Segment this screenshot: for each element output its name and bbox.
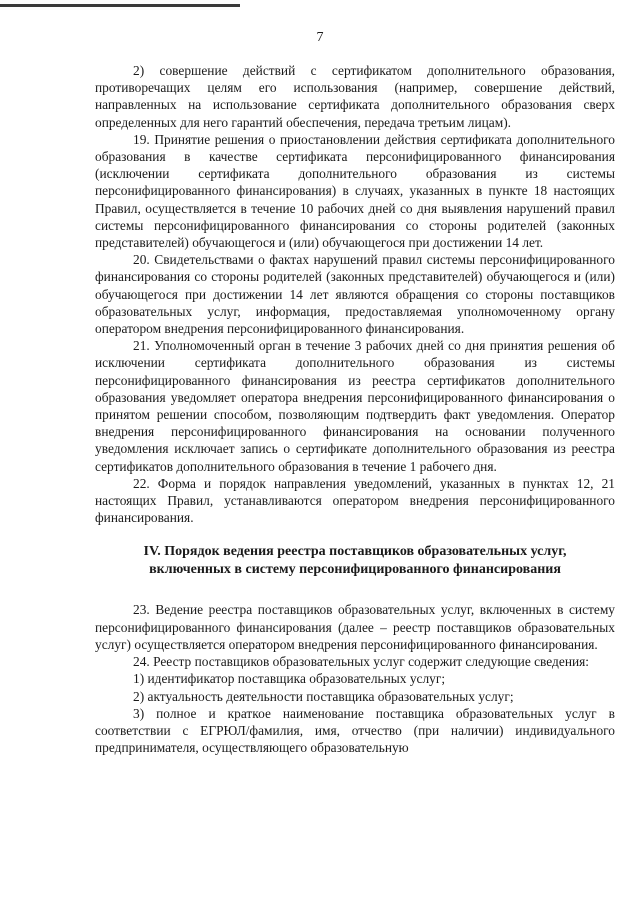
paragraph-24: 24. Реестр поставщиков образовательных услуг содержит следующие сведения:: [133, 654, 590, 670]
document-body: [95, 62, 615, 756]
section-heading: [95, 543, 615, 579]
paragraph-21: 21. Уполномоченный орган в течение 3 рабочих дней со дня принятия решения об исключении сертификата дополнительного образования из системы персонифицированного финансирования из реестра сертификатов дополнительного образования уведомляет оператора внедрения персонифицированного финансирования о принятом решении способом, позволяющим подтвердить факт уведомления. Оператор внедрения персонифицированного финансирования на основании полученного уведомления исключает запись о сертификате дополнительного образования из реестра сертификатов дополнительного образования в течение 1 рабочего дня.: [95, 338, 615, 474]
top-border-line: [0, 4, 240, 7]
paragraph-item-2: 2) совершение действий с сертификатом дополнительного образования, противоречащих целям его использования (например, совершение действий, направленных на использование сертификата дополнительного образования сверх определенных для него гарантий обеспечения, передача третьим лицам).: [95, 63, 615, 130]
paragraph-23: 23. Ведение реестра поставщиков образовательных услуг, включенных в систему персонифицированного финансирования (далее – реестр поставщиков образовательных услуг) осуществляется оператором внедрения персонифицированного финансирования.: [95, 602, 615, 652]
paragraph-19: 19. Принятие решения о приостановлении действия сертификата дополнительного образования в качестве сертификата персонифицированного финансирования (исключении сертификата дополнительного образования из системы персонифицированного финансирования) в случаях, указанных в пункте 18 настоящих Правил, осуществляется в течение 10 рабочих дней со дня выявления нарушений правил системы персонифицированного финансирования со стороны родителей (законных представителей) обучающегося и (или) обучающегося при достижении 14 лет.: [95, 131, 615, 251]
section-heading-line-2: включенных в систему персонифицированного финансирования: [149, 562, 561, 578]
page-number: 7: [316, 30, 324, 45]
list-item-3: 3) полное и краткое наименование поставщика образовательных услуг в соответствии с ЕГРЮЛ/фамилия, имя, отчество (при наличии) индивидуального предпринимателя, осуществляющего образовательную: [95, 705, 615, 756]
list-item-1: 1) идентификатор поставщика образовательных услуг;: [133, 671, 446, 687]
paragraph-22: 22. Форма и порядок направления уведомлений, указанных в пунктах 12, 21 настоящих Правил, устанавливаются оператором внедрения персонифицированного финансирования.: [95, 475, 615, 526]
paragraph-20: 20. Свидетельствами о фактах нарушений правил системы персонифицированного финансирования со стороны родителей (законных представителей) обучающегося и (или) обучающегося при достижении 14 лет являются обращения со стороны поставщиков образовательных услуг, информация, предоставляемая уполномоченному органу оператором внедрения персонифицированного финансирования.: [95, 252, 615, 337]
section-heading-line-1: IV. Порядок ведения реестра поставщиков образовательных услуг,: [143, 544, 567, 560]
list-item-2: 2) актуальность деятельности поставщика образовательных услуг;: [133, 688, 514, 704]
